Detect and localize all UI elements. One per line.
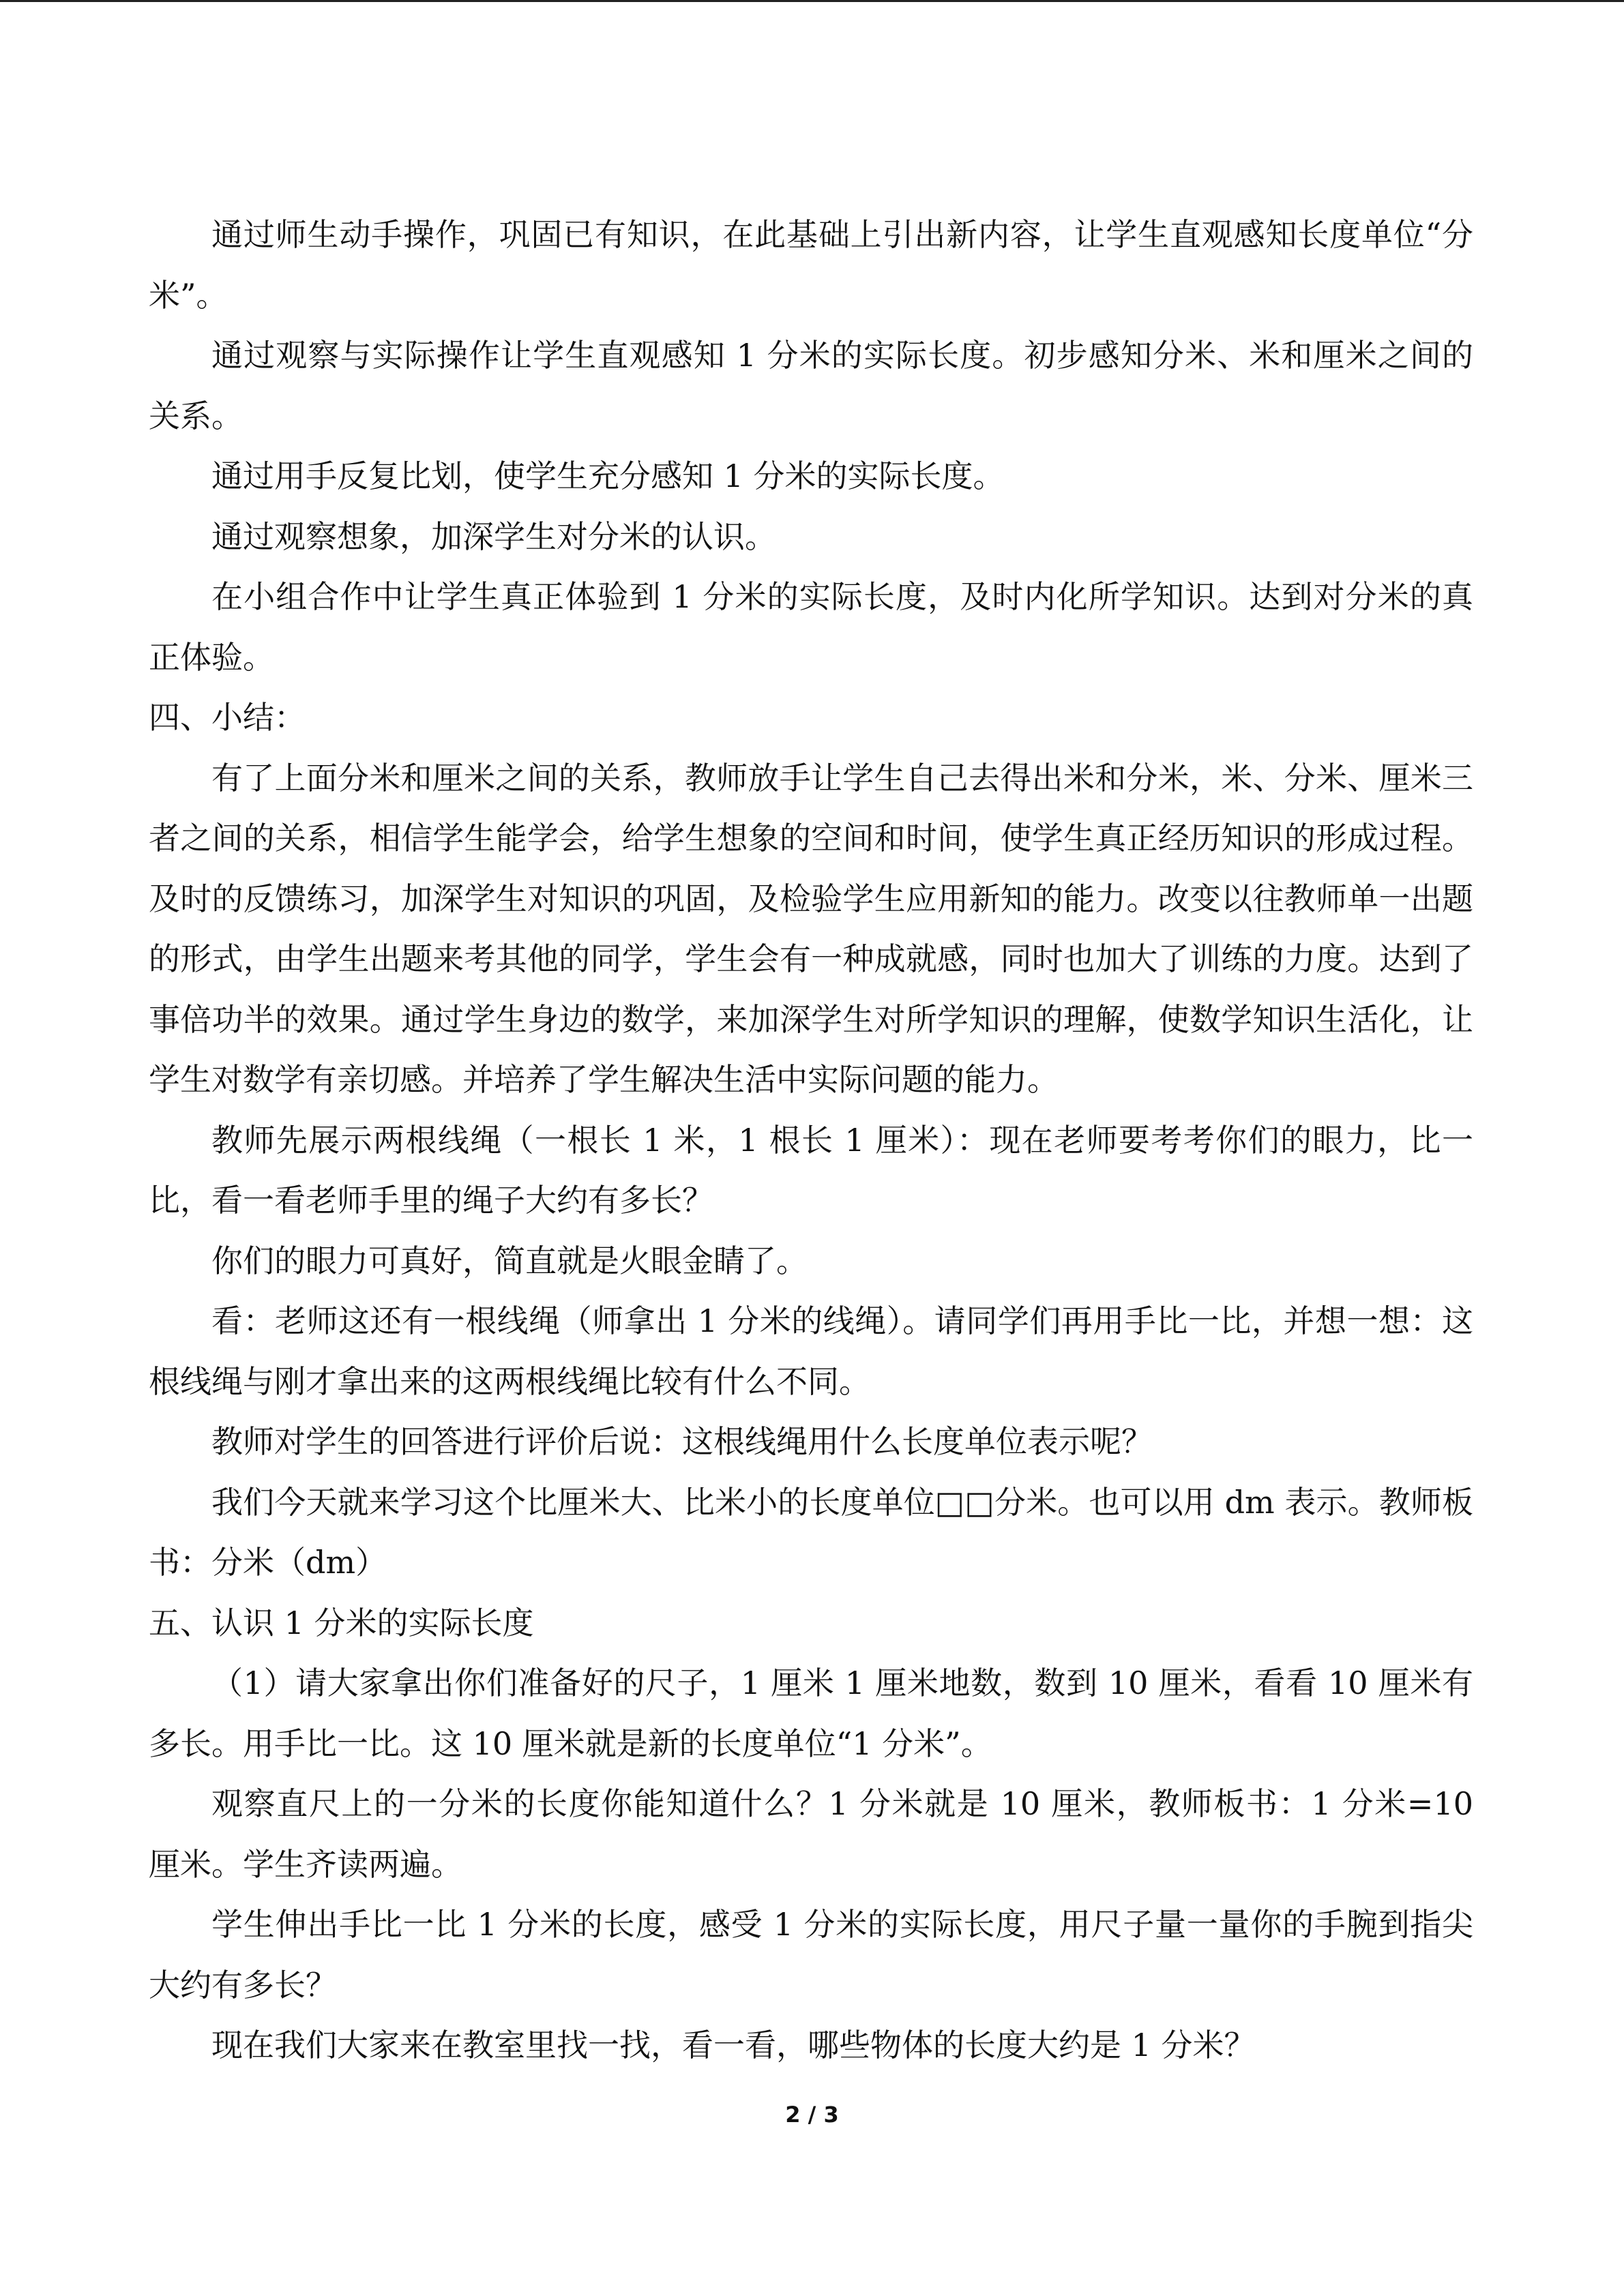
paragraph: 有了上面分米和厘米之间的关系，教师放手让学生自己去得出米和分米，米、分米、厘米三者之间的关系，相信学生能学会，给学生想象的空间和时间，使学生真正经历知识的形成过程。及时的反馈练习，加深学生对知识的巩固，及检验学生应用新知的能力。改变以往教师单一出题的形式，由学生出题来考其他的同学，学生会有一种成就感，同时也加大了训练的力度。达到了事倍功半的效果。通过学生身边的数学，来加深学生对所学知识的理解，使数学知识生活化，让学生对数学有亲切感。并培养了学生解决生活中实际问题的能力。: [149, 759, 1473, 1098]
paragraph: 我们今天就来学习这个比厘米大、比米小的长度单位□□分米。也可以用 dm 表示。教师板书：分米（dm）: [149, 1483, 1473, 1581]
paragraph: 观察直尺上的一分米的长度你能知道什么？1 分米就是 10 厘米，教师板书：1 分米=10 厘米。学生齐读两遍。: [149, 1785, 1473, 1883]
paragraph: 学生伸出手比一比 1 分米的长度，感受 1 分米的实际长度，用尺子量一量你的手腕到指尖大约有多长？: [149, 1906, 1473, 2003]
paragraph: 通过观察想象，加深学生对分米的认识。: [211, 518, 776, 555]
paragraph: 现在我们大家来在教室里找一找，看一看，哪些物体的长度大约是 1 分米？: [211, 2027, 1256, 2063]
paragraph: 教师先展示两根线绳（一根长 1 米，1 根长 1 厘米）：现在老师要考考你们的眼力，比一比，看一看老师手里的绳子大约有多长？: [149, 1121, 1473, 1219]
section-heading-decimeter: 五、认识 1 分米的实际长度: [149, 1604, 534, 1641]
paragraph: 通过用手反复比划，使学生充分感知 1 分米的实际长度。: [211, 458, 1005, 494]
paragraph: 你们的眼力可真好，简直就是火眼金睛了。: [211, 1242, 808, 1279]
section-heading-summary: 四、小结：: [149, 699, 306, 736]
paragraph: 看：老师这还有一根线绳（师拿出 1 分米的线绳）。请同学们再用手比一比，并想一想：这根线绳与刚才拿出来的这两根线绳比较有什么不同。: [149, 1302, 1473, 1400]
paragraph: （1）请大家拿出你们准备好的尺子，1 厘米 1 厘米地数，数到 10 厘米，看看 10 厘米有多长。用手比一比。这 10 厘米就是新的长度单位“1 分米”。: [149, 1665, 1473, 1762]
page-number: 2 / 3: [785, 2102, 839, 2128]
paragraph: 教师对学生的回答进行评价后说：这根线绳用什么长度单位表示呢？: [211, 1423, 1153, 1460]
document-body: [149, 205, 1473, 2076]
paragraph: 在小组合作中让学生真正体验到 1 分米的实际长度，及时内化所学知识。达到对分米的真正体验。: [149, 578, 1473, 676]
top-border: [0, 0, 1624, 2]
paragraph: 通过观察与实际操作让学生直观感知 1 分米的实际长度。初步感知分米、米和厘米之间的关系。: [149, 337, 1473, 434]
paragraph: 通过师生动手操作，巩固已有知识，在此基础上引出新内容，让学生直观感知长度单位“分米”。: [149, 216, 1473, 314]
